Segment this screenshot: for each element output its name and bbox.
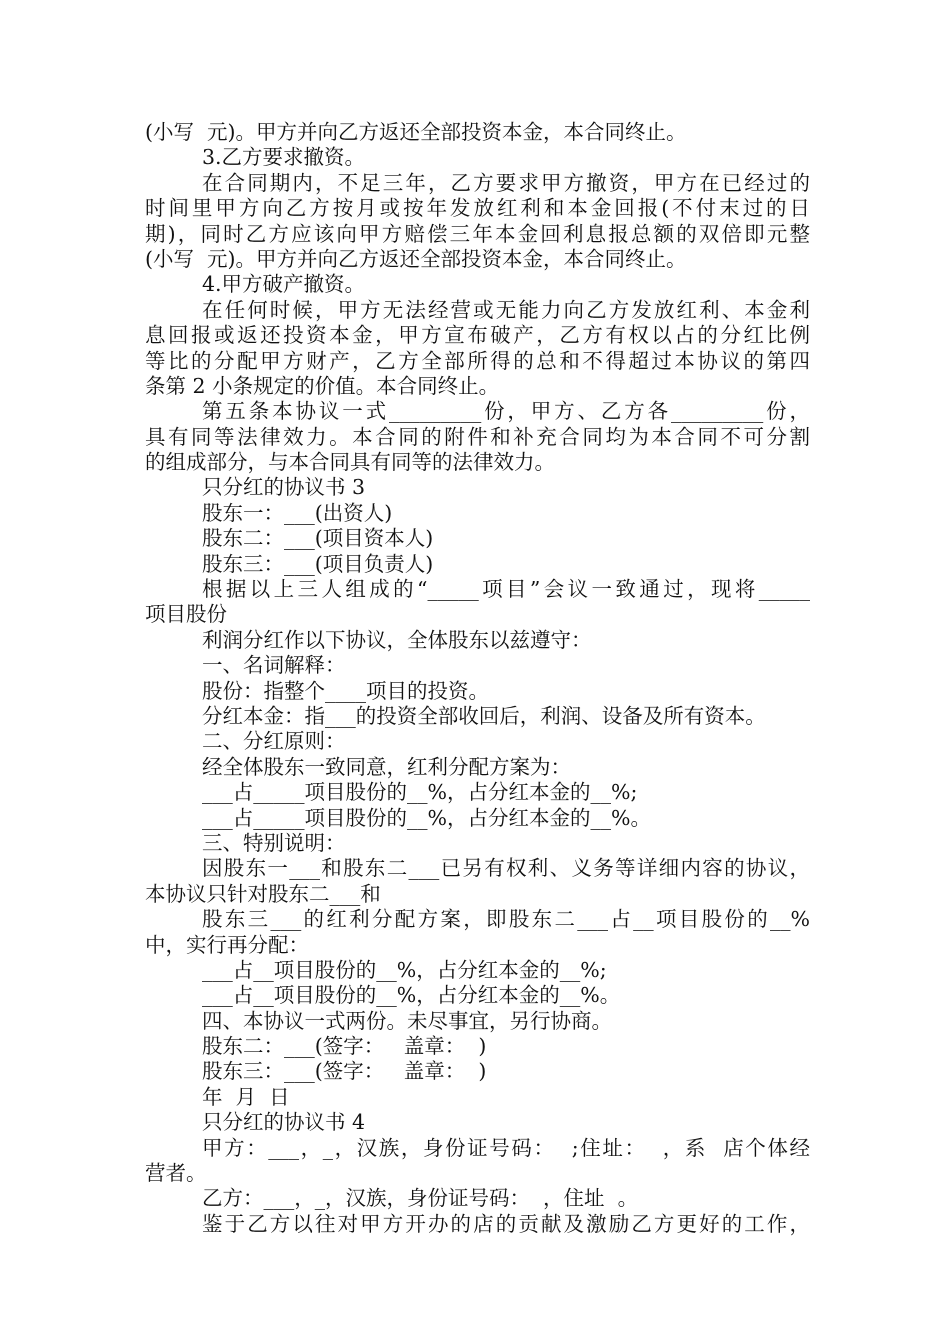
paragraph-line: 股东三：___(项目负责人) [202, 551, 434, 576]
paragraph-line: (小写 元)。甲方并向乙方返还全部投资本金，本合同终止。 [145, 120, 687, 144]
document-page [145, 120, 810, 1237]
paragraph-line: 项目股份 [145, 602, 227, 627]
paragraph-line: 只分红的协议书 4 [202, 1110, 366, 1135]
paragraph-line: (小写 元)。甲方并向乙方返还全部投资本金，本合同终止。 [145, 246, 687, 271]
paragraph-line: 等比的分配甲方财产，乙方全部所得的总和不得超过本协议的第四 [145, 348, 810, 373]
paragraph-line: 四、本协议一式两份。未尽事宜，另行协商。 [202, 1008, 612, 1033]
paragraph-line: 条第 2 小条规定的价值。本合同终止。 [145, 373, 500, 398]
paragraph-line: 经全体股东一致同意，红利分配方案为： [202, 754, 571, 779]
paragraph-line: 的组成部分，与本合同具有同等的法律效力。 [145, 450, 555, 475]
paragraph-line: 营者。 [145, 1161, 207, 1186]
paragraph-line: 年 月 日 [202, 1084, 290, 1109]
paragraph-line: 甲方：___，_，汉族，身份证号码： ;住址： ，系 店个体经 [202, 1135, 810, 1160]
paragraph-line: 第五条本协议一式_________份，甲方、乙方各_________份， [202, 399, 810, 424]
paragraph-line: 4.甲方破产撤资。 [202, 272, 366, 297]
paragraph-line: 根据以上三人组成的“_____项目”会议一致通过，现将_____ [202, 577, 810, 602]
paragraph-line: 时间里甲方向乙方按月或按年发放红利和本金回报(不付末过的日 [145, 196, 810, 221]
paragraph-line: 三、特别说明： [202, 830, 346, 855]
paragraph-line: 股东一：___(出资人) [202, 500, 393, 525]
paragraph-line: 具有同等法律效力。本合同的附件和补充合同均为本合同不可分割 [145, 424, 810, 449]
paragraph-line: 一、名词解释： [202, 653, 346, 678]
paragraph-line: 股东二：___(项目资本人) [202, 526, 434, 551]
paragraph-line: 息回报或返还投资本金，甲方宣布破产，乙方有权以占的分红比例 [145, 323, 810, 348]
paragraph-line: 二、分红原则： [202, 729, 346, 754]
paragraph-line: 中，实行再分配： [145, 932, 309, 957]
paragraph-line: 3.乙方要求撤资。 [202, 145, 366, 170]
paragraph-line: 鉴于乙方以往对甲方开办的店的贡献及激励乙方更好的工作， [202, 1211, 810, 1236]
paragraph-line: 分红本金：指___的投资全部收回后，利润、设备及所有资本。 [202, 703, 766, 728]
paragraph-line: 本协议只针对股东二___和 [145, 881, 381, 906]
paragraph-line: 在任何时候，甲方无法经营或无能力向乙方发放红利、本金利 [202, 297, 810, 322]
paragraph-line: 因股东一___和股东二___已另有权利、义务等详细内容的协议， [202, 856, 810, 881]
paragraph-line: ___占_____项目股份的__%，占分红本金的__%。 [202, 805, 651, 830]
paragraph-line: 期)，同时乙方应该向甲方赔偿三年本金回利息报总额的双倍即元整 [145, 221, 810, 246]
paragraph-line: 在合同期内，不足三年，乙方要求甲方撤资，甲方在已经过的 [202, 170, 810, 195]
paragraph-line: 股东二：___(签字： 盖章： ) [202, 1034, 487, 1059]
paragraph-line: ___占__项目股份的__%，占分红本金的__%。 [202, 983, 621, 1008]
paragraph-line: 利润分红作以下协议，全体股东以兹遵守： [202, 627, 592, 652]
paragraph-line: 乙方：___，_，汉族，身份证号码： ，住址 。 [202, 1186, 639, 1211]
paragraph-line: 股东三___的红利分配方案，即股东二___占__项目股份的__% [202, 907, 810, 932]
paragraph-line: 只分红的协议书 3 [202, 475, 366, 500]
paragraph-line: ___占__项目股份的__%，占分红本金的__%; [202, 957, 607, 982]
paragraph-line: 股东三：___(签字： 盖章： ) [202, 1059, 487, 1084]
paragraph-line: 股份：指整个____项目的投资。 [202, 678, 489, 703]
paragraph-line: ___占_____项目股份的__%，占分红本金的__%; [202, 780, 638, 805]
